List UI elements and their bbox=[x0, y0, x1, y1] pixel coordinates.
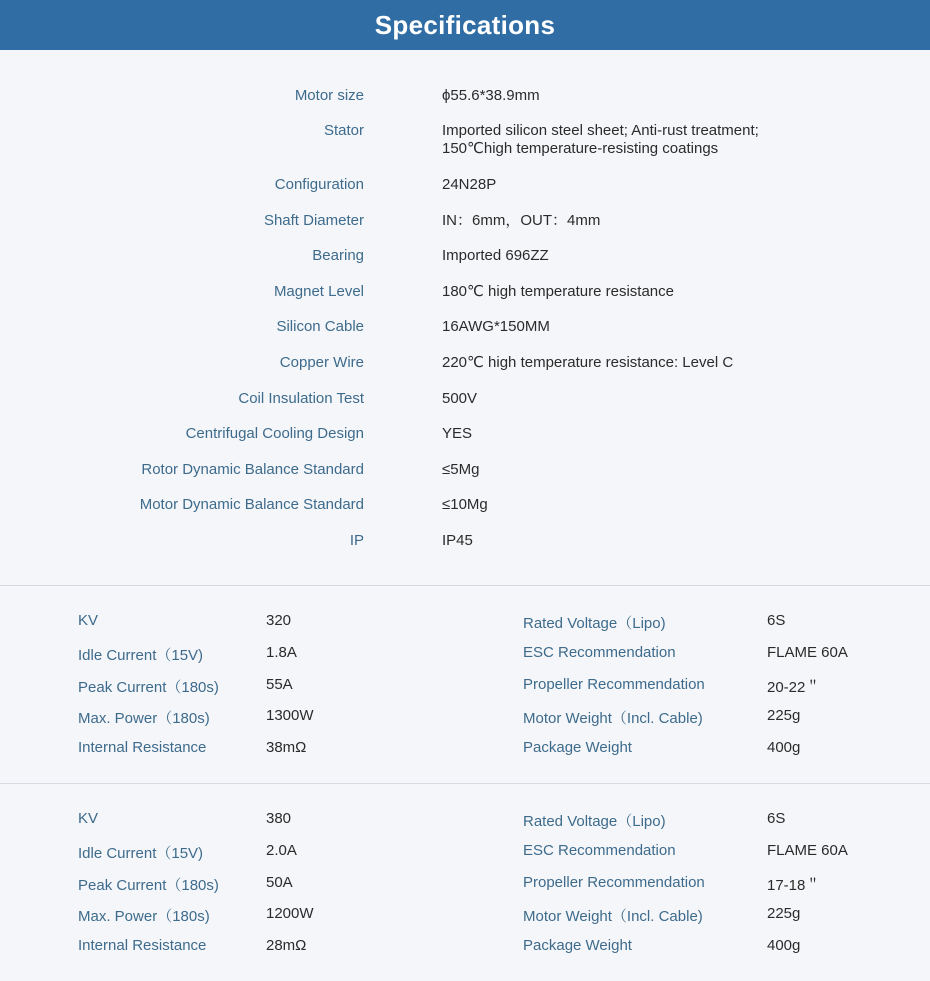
spec-label: Silicon Cable bbox=[276, 318, 364, 335]
param-label: Idle Current（15V) bbox=[78, 845, 204, 862]
spec-value: Imported 696ZZ bbox=[442, 247, 549, 264]
spec-label: Configuration bbox=[274, 176, 364, 193]
param-value: 20-22＂ bbox=[767, 679, 821, 696]
param-value: 17-18＂ bbox=[767, 877, 821, 894]
spec-label: Copper Wire bbox=[279, 354, 364, 371]
spec-label: Coil Insulation Test bbox=[238, 390, 364, 407]
param-label: Package Weight bbox=[523, 937, 632, 954]
spec-label: Motor size bbox=[294, 87, 364, 104]
page-title: Specifications bbox=[374, 9, 556, 40]
param-label: ESC Recommendation bbox=[523, 842, 676, 859]
param-value: 55A bbox=[266, 676, 293, 693]
spec-value: 24N28P bbox=[442, 176, 497, 193]
spec-label: Rotor Dynamic Balance Standard bbox=[141, 461, 364, 478]
spec-label: Stator bbox=[323, 122, 364, 139]
param-label: Peak Current（180s) bbox=[78, 679, 219, 696]
spec-value: IN：6mm，OUT：4mm bbox=[442, 212, 601, 229]
table-row bbox=[0, 874, 930, 894]
param-label: Peak Current（180s) bbox=[78, 877, 219, 894]
spec-label: Magnet Level bbox=[273, 283, 364, 300]
param-value: 400g bbox=[767, 937, 801, 954]
param-value: 6S bbox=[767, 612, 786, 629]
param-value: 380 bbox=[266, 810, 292, 827]
spec-value: 220℃ high temperature resistance: Level C bbox=[442, 354, 734, 371]
table-row bbox=[0, 937, 930, 957]
param-value: 28mΩ bbox=[266, 937, 307, 954]
param-value: 1200W bbox=[266, 905, 314, 922]
param-value: 38mΩ bbox=[266, 739, 307, 756]
param-label: Package Weight bbox=[523, 739, 632, 756]
spec-label: Bearing bbox=[312, 247, 364, 264]
spec-value: 16AWG*150MM bbox=[442, 318, 550, 335]
param-value: 1300W bbox=[266, 707, 314, 724]
spec-value: ≤5Mg bbox=[442, 461, 480, 478]
param-label: KV bbox=[78, 810, 99, 827]
param-value: 320 bbox=[266, 612, 292, 629]
param-label: Propeller Recommendation bbox=[523, 874, 705, 891]
param-label: Internal Resistance bbox=[78, 937, 207, 954]
table-row bbox=[0, 842, 930, 862]
param-label: Idle Current（15V) bbox=[78, 647, 204, 664]
param-label: Max. Power（180s) bbox=[78, 908, 210, 925]
spec-value: 180℃ high temperature resistance bbox=[442, 283, 674, 300]
spec-value: YES bbox=[442, 425, 473, 442]
spec-value: Imported silicon steel sheet; Anti-rust treatment; 150℃high temperature-resisting coatings bbox=[442, 122, 759, 157]
param-label: ESC Recommendation bbox=[523, 644, 676, 661]
general-specs bbox=[0, 50, 930, 585]
table-row bbox=[0, 644, 930, 664]
param-value: 50A bbox=[266, 874, 293, 891]
param-value: FLAME 60A bbox=[767, 842, 848, 859]
param-label: Motor Weight（Incl. Cable) bbox=[523, 908, 703, 925]
param-label: Motor Weight（Incl. Cable) bbox=[523, 710, 703, 727]
param-label: Rated Voltage（Lipo) bbox=[523, 813, 666, 830]
spec-value: ϕ55.6*38.9mm bbox=[442, 87, 540, 104]
table-row bbox=[0, 707, 930, 727]
table-row bbox=[0, 739, 930, 759]
spec-value: IP45 bbox=[442, 532, 473, 549]
spec-label: Shaft Diameter bbox=[263, 212, 364, 229]
param-label: KV bbox=[78, 612, 99, 629]
param-value: 225g bbox=[767, 707, 801, 724]
spec-value: ≤10Mg bbox=[442, 496, 488, 513]
table-row bbox=[0, 905, 930, 925]
param-label: Internal Resistance bbox=[78, 739, 207, 756]
param-value: 1.8A bbox=[266, 644, 297, 661]
param-label: Max. Power（180s) bbox=[78, 710, 210, 727]
variant-table-380kv bbox=[0, 784, 930, 981]
param-label: Propeller Recommendation bbox=[523, 676, 705, 693]
param-value: 225g bbox=[767, 905, 801, 922]
spec-label: Centrifugal Cooling Design bbox=[185, 425, 364, 442]
page-header bbox=[0, 0, 930, 50]
param-value: 2.0A bbox=[266, 842, 297, 859]
spec-value: 500V bbox=[442, 390, 478, 407]
spec-label: Motor Dynamic Balance Standard bbox=[139, 496, 364, 513]
table-row bbox=[0, 810, 930, 830]
variant-table-320kv bbox=[0, 586, 930, 783]
param-value: FLAME 60A bbox=[767, 644, 848, 661]
param-value: 400g bbox=[767, 739, 801, 756]
table-row bbox=[0, 612, 930, 632]
spec-label: IP bbox=[349, 532, 364, 549]
param-value: 6S bbox=[767, 810, 786, 827]
param-label: Rated Voltage（Lipo) bbox=[523, 615, 666, 632]
table-row bbox=[0, 676, 930, 696]
